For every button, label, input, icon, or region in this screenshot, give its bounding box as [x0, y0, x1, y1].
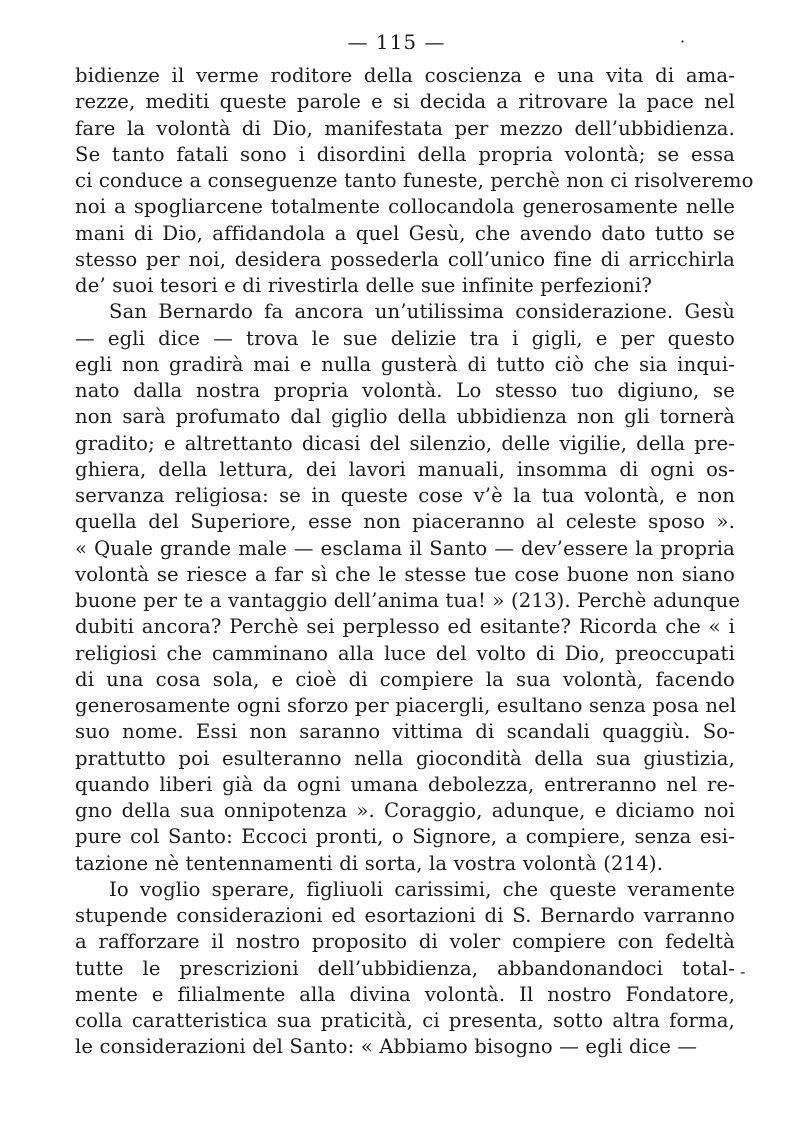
text-line: prattutto poi esulteranno nella giocondità della sua giustizia, [75, 746, 735, 770]
page-header [0, 30, 793, 54]
text-line: non sarà profumato dal giglio della ubbidienza non gli tornerà [75, 405, 735, 429]
text-line: nato dalla nostra propria volontà. Lo stesso tuo digiuno, se [75, 379, 735, 402]
margin-mark: - [740, 962, 746, 981]
text-line: tazione nè tentennamenti di sorta, la vostra volontà (214). [75, 851, 664, 875]
text-line: dubiti ancora? Perchè sei perplesso ed esitante? Ricorda che « i [75, 615, 735, 639]
text-line: quando liberi già da ogni umana debolezza, entreranno nel re- [75, 772, 735, 796]
text-line: ghiera, della lettura, dei lavori manuali, insomma di ogni os- [75, 457, 735, 481]
text-line: egli non gradirà mai e nulla gusterà di tutto ciò che sia inqui- [75, 352, 735, 376]
text-line: servanza religiosa: se in queste cose v’è la tua volontà, e non [75, 484, 735, 507]
text-line: « Quale grande male — esclama il Santo — dev’essere la propria [75, 536, 735, 560]
text-line: Io voglio sperare, figliuoli carissimi, che queste veramente [109, 877, 735, 901]
text-line: fare la volontà di Dio, manifestata per mezzo dell’ubbidienza. [75, 116, 735, 140]
text-line: suo nome. Essi non saranno vittima di scandali quaggiù. So- [75, 720, 735, 744]
text-line: quella del Superiore, esse non piaceranno al celeste sposo ». [75, 510, 735, 534]
text-line: noi a spogliarcene totalmente collocandola generosamente nelle [75, 195, 735, 219]
text-body [75, 63, 754, 1061]
text-line: de’ suoi tesori e di rivestirla delle sue infinite perfezioni? [75, 274, 653, 297]
text-line: volontà se riesce a far sì che le stesse tue cose buone non siano [75, 562, 735, 586]
page-number: — 115 — [347, 30, 446, 54]
text-line: generosamente ogni sforzo per piacergli, esultano senza posa nel [75, 694, 737, 717]
text-line: gno della sua onnipotenza ». Coraggio, adunque, e diciamo noi [75, 799, 735, 822]
text-line: di una cosa sola, e cioè di compiere la sua volontà, facendo [75, 667, 735, 691]
text-line: gradito; e altrettanto dicasi del silenzio, delle vigilie, della pre- [75, 431, 735, 455]
corner-dot: · [680, 32, 687, 51]
text-line: bidienze il verme roditore della coscienza e una vita di ama- [75, 64, 735, 87]
text-line: pure col Santo: Eccoci pronti, o Signore, a compiere, senza esi- [75, 825, 735, 849]
text-line: le considerazioni del Santo: « Abbiamo bisogno — egli dice — [75, 1035, 698, 1059]
text-line: rezze, mediti queste parole e si decida a ritrovare la pace nel [75, 90, 735, 114]
text-line: stupende considerazioni ed esortazioni di S. Bernardo varranno [75, 904, 735, 927]
text-line: buone per te a vantaggio dell’anima tua! » (213). Perchè adunque [75, 589, 741, 612]
text-line: stesso per noi, desidera possederla coll’unico fine di arricchirla [75, 247, 735, 271]
text-line: tutte le prescrizioni dell’ubbidienza, abbandonandoci total- [75, 956, 735, 980]
text-line: mente e filialmente alla divina volontà. Il nostro Fondatore, [75, 982, 735, 1006]
text-line: ci conduce a conseguenze tanto funeste, perchè non ci risolveremo [75, 169, 754, 192]
text-line: Se tanto fatali sono i disordini della propria volontà; se essa [75, 142, 735, 166]
text-line: colla caratteristica sua praticità, ci presenta, sotto altra forma, [75, 1009, 735, 1032]
text-line: a rafforzare il nostro proposito di voler compiere con fedeltà [75, 930, 735, 954]
text-line: San Bernardo fa ancora un’utilissima considerazione. Gesù [109, 300, 735, 324]
text-line: mani di Dio, affidandola a quel Gesù, che avendo dato tutto se [75, 221, 735, 245]
text-line: religiosi che camminano alla luce del volto di Dio, preoccupati [75, 641, 735, 665]
text-line: — egli dice — trova le sue delizie tra i gigli, e per questo [75, 326, 735, 350]
